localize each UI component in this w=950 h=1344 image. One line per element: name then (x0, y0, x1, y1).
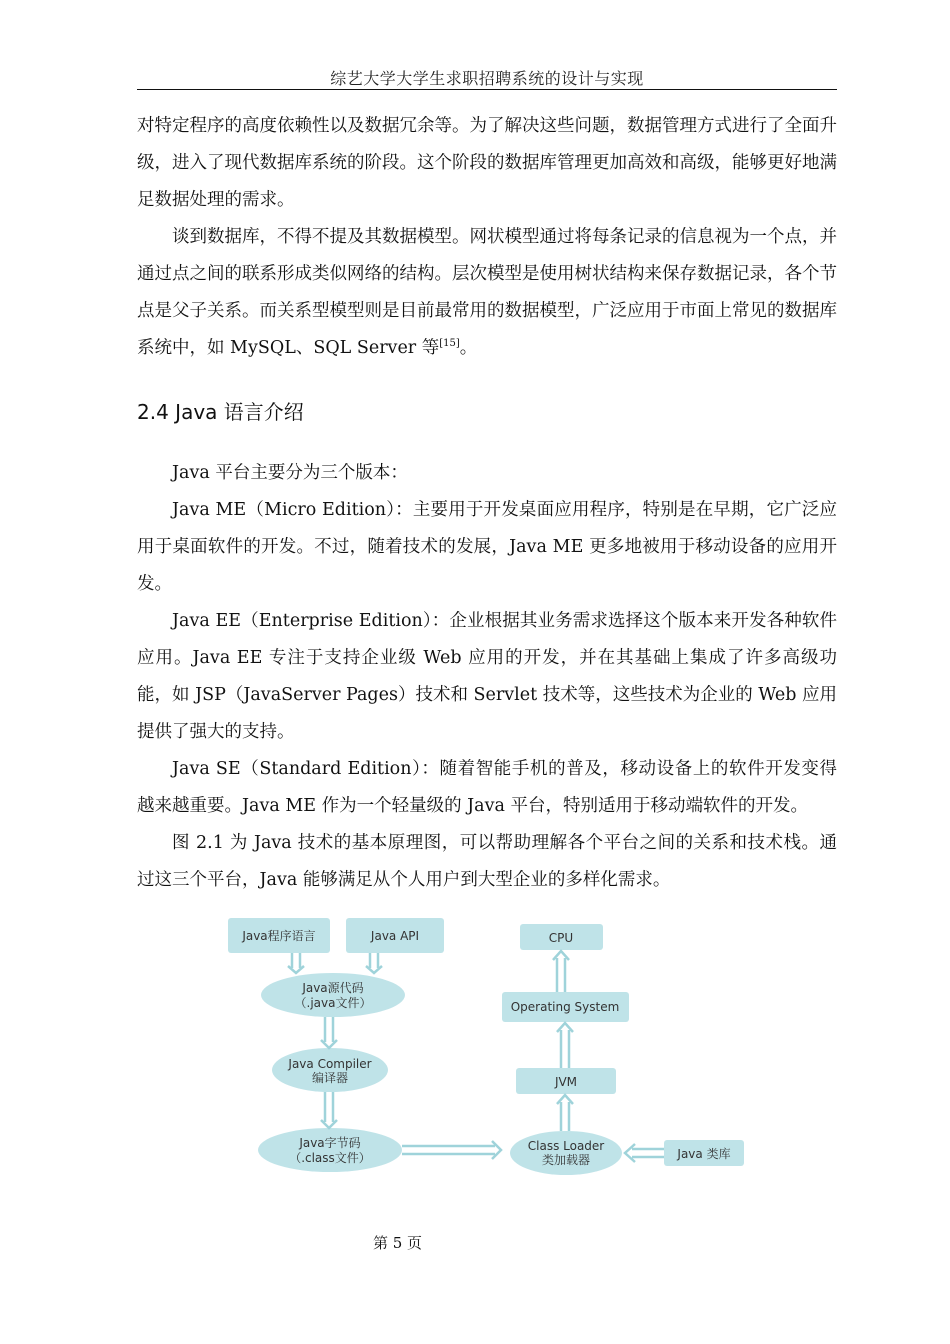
label-java-compiler-1: Java Compiler (288, 1057, 372, 1071)
label-java-bytecode-1: Java字节码 (299, 1136, 361, 1150)
arrow-source-to-compiler (321, 1017, 337, 1048)
paragraph-1: 对特定程序的高度依赖性以及数据冗余等。为了解决这些问题，数据管理方式进行了全面升级，进入了现代数据库系统的阶段。这个阶段的数据库管理更加高效和高级，能够更好地满足数据处理的需求。 (137, 116, 837, 210)
header-rule (137, 89, 837, 90)
arrow-os-to-cpu (553, 951, 569, 992)
paragraph-java-se: Java SE（Standard Edition）：随着智能手机的普及，移动设备上的软件开发变得越来越重要。Java ME 作为一个轻量级的 Java 平台，特别适用于移动端软件的开发。 (137, 759, 837, 816)
paragraph-3: Java 平台主要分为三个版本： (172, 463, 408, 483)
arrow-bytecode-to-loader (402, 1141, 501, 1159)
label-class-loader-1: Class Loader (527, 1139, 605, 1153)
body-bottom (137, 455, 837, 899)
paragraph-java-me: Java ME（Micro Edition）：主要用于开发桌面应用程序，特别是在早期，它广泛应用于桌面软件的开发。不过，随着技术的发展，Java ME 更多地被用于移动设备的应用开发。 (137, 500, 837, 594)
label-java-api: Java API (370, 929, 420, 943)
java-architecture-diagram (220, 910, 760, 1185)
label-java-bytecode-2: （.class文件） (289, 1151, 371, 1165)
arrow-loader-to-jvm (557, 1095, 573, 1131)
body-top (137, 108, 837, 367)
page-number: 第 5 页 (372, 1234, 423, 1252)
paragraph-java-ee: Java EE（Enterprise Edition）：企业根据其业务需求选择这个版本来开发各种软件应用。Java EE 专注于支持企业级 Web 应用的开发，并在其基础上集成了许多高级功能，如 JSP（JavaServer Pages）技术和 Servlet 技术等，这些技术为企业的 Web 应用提供了强大的支持。 (137, 611, 837, 742)
node-java-source (261, 973, 405, 1017)
label-java-source-1: Java源代码 (302, 981, 364, 995)
label-jvm: JVM (554, 1075, 578, 1089)
node-java-bytecode (258, 1128, 402, 1172)
arrow-library-to-loader (625, 1144, 664, 1162)
citation-15: [15] (439, 338, 460, 349)
label-java-compiler-2: 编译器 (311, 1071, 349, 1085)
paragraph-2-text: 谈到数据库，不得不提及其数据模型。网状模型通过将每条记录的信息视为一个点，并通过点之间的联系形成类似网络的结构。层次模型是使用树状结构来保存数据记录，各个节点是父子关系。而关系型模型则是目前最常用的数据模型，广泛应用于市面上常见的数据库系统中，如 MySQL、SQL Server 等 (137, 227, 837, 358)
arrow-api-to-source (366, 953, 382, 973)
label-operating-system: Operating System (510, 1000, 620, 1014)
page-header-title: 综艺大学大学生求职招聘系统的设计与实现 (330, 69, 644, 88)
arrow-lang-to-source (288, 953, 304, 973)
label-class-loader-2: 类加载器 (541, 1153, 591, 1167)
section-title: 2.4 Java 语言介绍 (137, 400, 304, 424)
label-java-library: Java 类库 (677, 1147, 731, 1161)
paragraph-2 (137, 219, 837, 367)
paragraph-2-tail: 。 (459, 338, 478, 358)
arrow-jvm-to-os (557, 1023, 573, 1068)
arrow-compiler-to-bytecode (321, 1092, 337, 1128)
label-java-language: Java程序语言 (242, 929, 316, 943)
label-java-source-2: （.java文件） (294, 996, 372, 1010)
paragraph-figure-ref: 图 2.1 为 Java 技术的基本原理图，可以帮助理解各个平台之间的关系和技术栈。通过这三个平台，Java 能够满足从个人用户到大型企业的多样化需求。 (137, 833, 837, 890)
label-cpu: CPU (548, 931, 574, 945)
